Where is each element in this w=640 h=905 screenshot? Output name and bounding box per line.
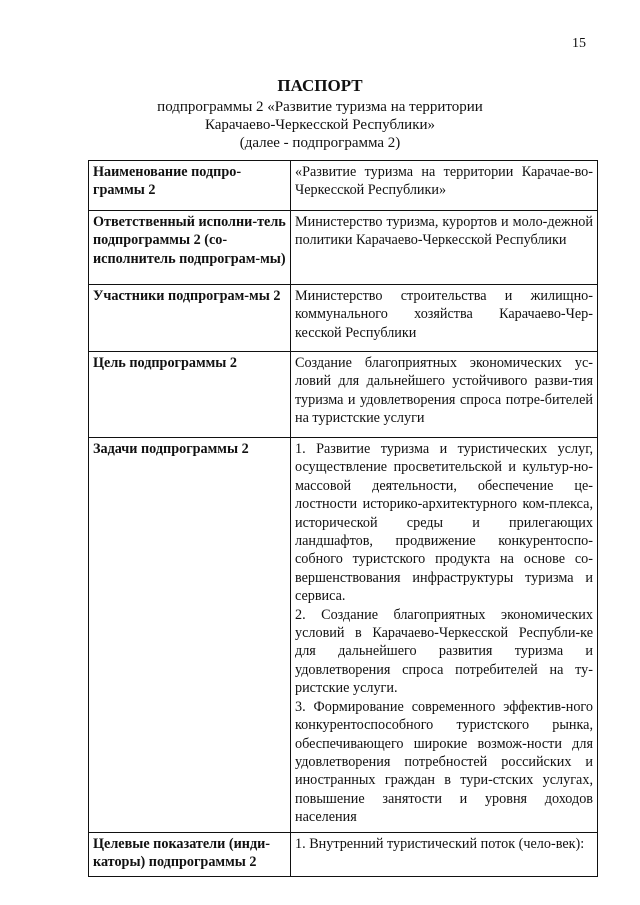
- subtitle-line-1: подпрограммы 2 «Развитие туризма на территории: [157, 99, 483, 115]
- row-label: Наименование подпро-граммы 2: [89, 161, 291, 211]
- table-row-goal: [89, 352, 598, 438]
- row-label: Участники подпрограм-мы 2: [89, 285, 291, 352]
- table-row-tasks: [89, 438, 598, 833]
- subtitle-line-3: (далее - подпрограмма 2): [239, 135, 401, 151]
- table-row-name: [89, 161, 598, 211]
- row-value: Министерство строительства и жилищно-коммунального хозяйства Карачаево-Чер-кесской Республики: [291, 285, 598, 352]
- row-value: Создание благоприятных экономических ус-ловий для дальнейшего устойчивого разви-тия туризма и удовлетворения спроса потре-бителей на туристские услуги: [291, 352, 598, 438]
- passport-table: [88, 160, 598, 877]
- row-label: Ответственный исполни-тель подпрограммы 2 (со-исполнитель подпрограм-мы): [89, 211, 291, 285]
- table-row-indicators: [89, 832, 598, 877]
- subtitle-line-2: Карачаево-Черкесской Республики»: [204, 117, 436, 133]
- row-label: Целевые показатели (инди-каторы) подпрограммы 2: [89, 832, 291, 877]
- row-label: Задачи подпрограммы 2: [89, 438, 291, 833]
- task-item-2: 2. Создание благоприятных экономических условий в Карачаево-Черкесской Республи-ке для дальнейшего развития туризма и удовлетворения спроса потребителей на ту-ристские услуги.: [295, 606, 593, 697]
- row-label: Цель подпрограммы 2: [89, 352, 291, 438]
- task-item-3: 3. Формирование современного эффектив-ного конкурентоспособного туристского рынка, обеспечивающего широкие возмож-ности для удовлетворения потребностей российских и иностранных граждан в тури-стских услугах, повышение занятости и уровня доходов населения: [295, 698, 593, 826]
- row-value: «Развитие туризма на территории Карачае-во-Черкесской Республики»: [291, 161, 598, 211]
- row-value: 1. Внутренний туристический поток (чело-век):: [291, 832, 598, 877]
- table-row-executor: [89, 211, 598, 285]
- row-value: [291, 438, 598, 833]
- table-row-participants: [89, 285, 598, 352]
- page-number: 15: [572, 36, 586, 51]
- document-title: ПАСПОРТ: [277, 76, 363, 95]
- task-item-1: 1. Развитие туризма и туристических услуг, осуществление просветительской и культур-но-массовой деятельности, обеспечение це-лостности историко-архитектурного ком-плекса, исторической среды и прилегающих ландшафтов, продвижение конкурентоспо-собного туристского продукта на основе со-вершенствования инфраструктуры туризма и сервиса.: [295, 441, 593, 605]
- row-value: Министерство туризма, курортов и моло-дежной политики Карачаево-Черкесской Республики: [291, 211, 598, 285]
